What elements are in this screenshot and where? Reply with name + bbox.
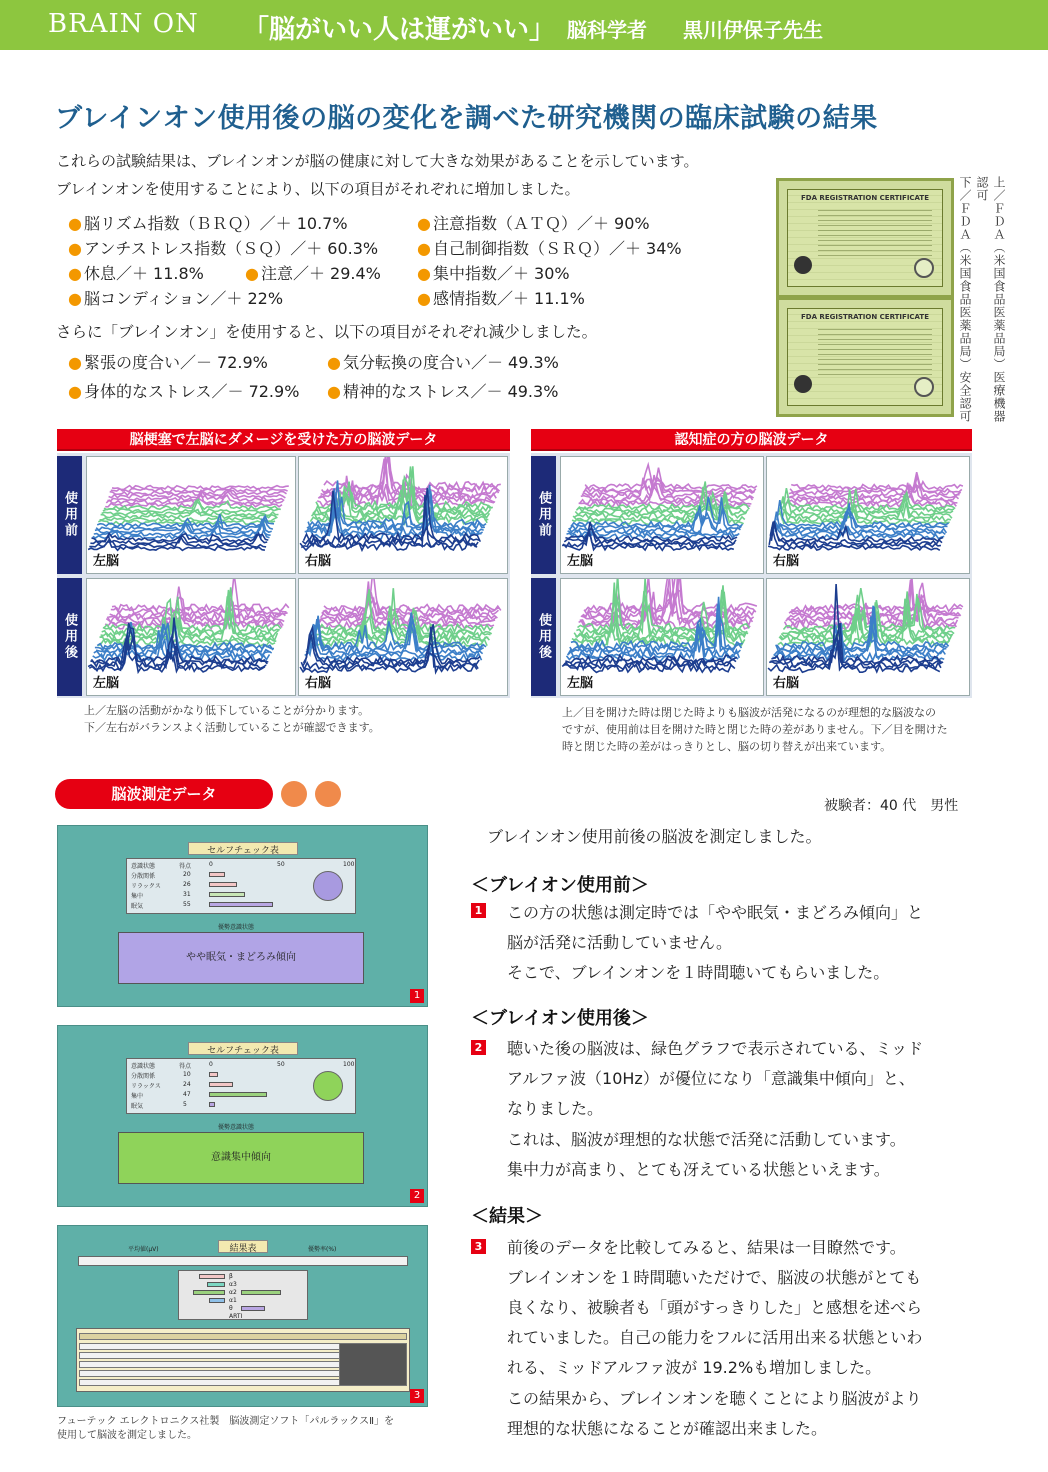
avg-label: 平均値(μV): [128, 1246, 159, 1253]
before-tag: 使用前: [531, 456, 556, 574]
software-screenshot-3: [57, 1225, 428, 1407]
eeg-right-caption-1: 上／目を開けた時は閉じた時よりも脳波が活発になるのが理想的な脳波なの: [562, 706, 936, 719]
scale-label: 50: [277, 861, 285, 868]
certificate-title: FDA REGISTRATION CERTIFICATE: [800, 194, 929, 202]
paragraph-2-line: これは、脳波が理想的な状態で活発に活動しています。: [507, 1130, 906, 1149]
score-value: 5: [183, 1101, 187, 1108]
intro-line-2: ブレインオンを使用することにより、以下の項目がそれぞれに増加しました。: [56, 180, 580, 198]
plot-label: 右脳: [305, 554, 332, 569]
decrease-item: ● 緊張の度合い／－ 72.9%: [68, 350, 268, 373]
band-bar: [199, 1274, 225, 1279]
row-label: 分散関係: [131, 873, 156, 880]
grid-header: [79, 1333, 407, 1340]
header-band: [0, 0, 1048, 50]
plot-label: 右脳: [773, 676, 800, 691]
header-title: 「脳がいい人は運がいい」: [243, 15, 556, 45]
result-table-title: 結果表: [218, 1240, 268, 1253]
scale-strip: [78, 1256, 408, 1266]
row-label: 意識状態: [131, 863, 156, 870]
scale-label: 50: [277, 1061, 285, 1068]
row-label: 眠気: [131, 903, 144, 910]
increase-item: ● 感情指数／＋ 11.1%: [417, 286, 585, 309]
emblem-icon: [914, 377, 934, 397]
eeg-left-panel: [57, 453, 510, 698]
row-label: 集中: [131, 893, 144, 900]
paragraph-1-line: この方の状態は測定時では「やや眠気・まどろみ傾向」と: [507, 903, 924, 922]
paragraph-3-line: ブレインオンを１時間聴いただけで、脳波の状態がとても: [507, 1268, 922, 1287]
neutral-face-icon: [313, 1071, 343, 1101]
state-label: 優勢意識状態: [218, 1124, 255, 1131]
step-number-2: 2: [471, 1040, 486, 1055]
grid-dark-cells: [339, 1343, 407, 1386]
emblem-icon: [914, 258, 934, 278]
section-title-pill: 脳波測定データ: [55, 779, 273, 809]
score-bar: [209, 1072, 218, 1077]
certificate-caption-top: 上／ＦＤＡ（米国食品医薬品局）医療機器認可: [975, 176, 1006, 423]
score-value: 10: [183, 1071, 191, 1078]
paragraph-3-line: 良くなり、被験者も「頭がすっきりした」と感想を述べら: [507, 1298, 923, 1317]
score-bar: [209, 902, 273, 907]
band-bar: [241, 1306, 265, 1311]
row-label: 集中: [131, 1093, 144, 1100]
plot-label: 右脳: [305, 676, 332, 691]
increase-item: ● 脳コンディション／＋ 22%: [68, 286, 283, 309]
paragraph-3-line: 理想的な状態になることが確認出来ました。: [507, 1419, 828, 1438]
row-label: リラックス: [131, 883, 161, 890]
increase-item: ● アンチストレス指数（ＳＱ）／＋ 60.3%: [68, 236, 378, 259]
heading-after: ＜ブレイオン使用後＞: [471, 1008, 649, 1029]
paragraph-2-line: アルファ波（10Hz）が優位になり「意識集中傾向」と、: [507, 1069, 915, 1088]
certificate-text-lines: [818, 208, 932, 256]
eeg-left-caption-2: 下／左右がバランスよく活動していることが確認できます。: [84, 721, 380, 734]
seal-icon: [794, 256, 812, 274]
after-tag: 使用後: [531, 578, 556, 696]
head-score: 得点: [179, 863, 192, 870]
band-bar: [241, 1290, 281, 1295]
plot-label: 左脳: [93, 676, 120, 691]
before-tag: 使用前: [57, 456, 82, 574]
band-label: θ: [229, 1305, 233, 1312]
band-bar: [193, 1290, 225, 1295]
plot-label: 左脳: [93, 554, 120, 569]
paragraph-2-line: 聴いた後の脳波は、緑色グラフで表示されている、ミッド: [507, 1039, 924, 1058]
score-bar: [209, 1102, 215, 1107]
self-check-title: セルフチェック表: [188, 842, 298, 855]
eeg-trace: [584, 468, 756, 493]
increase-item: ● 注意指数（ＡＴＱ）／＋ 90%: [417, 211, 650, 234]
eeg-right-caption-3: 時と閉じた時の差がはっきりとし、脳の切り替えが出来ています。: [562, 740, 892, 753]
decrease-item: ● 精神的なストレス／－ 49.3%: [327, 379, 558, 402]
eeg-left-title: 脳梗塞で左脳にダメージを受けた方の脳波データ: [57, 429, 510, 451]
scale-label: 0: [209, 1061, 213, 1068]
paragraph-1-line: 脳が活発に活動していません。: [507, 933, 732, 952]
screenshot-number: 2: [410, 1189, 424, 1203]
band-bar: [207, 1282, 225, 1287]
eeg-plot-left-after: [86, 578, 296, 696]
plot-label: 左脳: [567, 676, 594, 691]
score-value: 55: [183, 901, 191, 908]
score-value: 20: [183, 871, 191, 878]
score-bar: [209, 1092, 267, 1097]
step-number-1: 1: [471, 903, 486, 918]
score-value: 47: [183, 1091, 191, 1098]
measured-text: ブレインオン使用前後の脳波を測定しました。: [487, 827, 822, 846]
eeg-left-caption-1: 上／左脳の活動がかなり低下していることが分かります。: [84, 704, 370, 717]
decorative-dot-icon: [315, 781, 341, 807]
score-bar: [209, 872, 225, 877]
header-name: 黒川伊保子先生: [683, 18, 823, 42]
intro-line-1: これらの試験結果は、ブレインオンが脳の健康に対して大きな効果があることを示しています。: [56, 152, 699, 170]
eeg-plot-right-after: [298, 578, 508, 696]
band-label: β: [229, 1273, 233, 1280]
subject-info: 被験者：40 代 男性: [824, 798, 959, 814]
page-headline: ブレインオン使用後の脳の変化を調べた研究機関の臨床試験の結果: [55, 103, 878, 134]
increase-item: ● 脳リズム指数（ＢＲＱ）／＋ 10.7%: [68, 211, 348, 234]
eeg-plot-right-before: [766, 456, 970, 574]
software-screenshot-1: [57, 825, 428, 1007]
score-value: 26: [183, 881, 191, 888]
footnote-line-1: フューテック エレクトロニクス社製 脳波測定ソフト「パルラックスⅡ」を: [57, 1416, 395, 1427]
eeg-plot-left-after: [560, 578, 764, 696]
band-label: α2: [229, 1289, 237, 1296]
paragraph-2-line: 集中力が高まり、とても冴えている状態といえます。: [507, 1160, 890, 1179]
after-tag: 使用後: [57, 578, 82, 696]
scale-label: 0: [209, 861, 213, 868]
result-grid: [76, 1328, 410, 1392]
sleepy-face-icon: [313, 871, 343, 901]
ratio-label: 優勢率(%): [308, 1246, 337, 1253]
brand-title: BRAIN ON: [48, 9, 199, 39]
eeg-plot-left-before: [86, 456, 296, 574]
plot-label: 左脳: [567, 554, 594, 569]
row-label: 意識状態: [131, 1063, 156, 1070]
certificate-title: FDA REGISTRATION CERTIFICATE: [800, 313, 929, 321]
eeg-right-panel: [531, 453, 972, 698]
eeg-trace: [791, 476, 963, 489]
step-number-3: 3: [471, 1239, 486, 1254]
score-bar: [209, 892, 245, 897]
footnote-line-2: 使用して脳波を測定しました。: [57, 1430, 197, 1441]
header-role: 脳科学者: [567, 18, 647, 42]
eeg-trace: [324, 592, 501, 611]
fda-certificate-image: [776, 297, 954, 417]
screenshot-number: 3: [410, 1389, 424, 1403]
band-label: ARTI: [229, 1313, 243, 1320]
decrease-lead: さらに「ブレインオン」を使用すると、以下の項目がそれぞれ減少しました。: [56, 323, 598, 341]
paragraph-3-line: この結果から、ブレインオンを聴くことにより脳波がより: [507, 1389, 922, 1408]
seal-icon: [794, 375, 812, 393]
software-screenshot-2: [57, 1025, 428, 1207]
increase-item: ● 休息／＋ 11.8%: [68, 261, 204, 284]
head-score: 得点: [179, 1063, 192, 1070]
eeg-trace: [585, 465, 757, 489]
eeg-plot-left-before: [560, 456, 764, 574]
score-bar: [209, 1082, 233, 1087]
increase-item: ● 自己制御指数（ＳＲＱ）／＋ 34%: [417, 236, 682, 259]
score-value: 24: [183, 1081, 191, 1088]
eeg-right-title: 認知症の方の脳波データ: [531, 429, 972, 451]
increase-item: ● 注意／＋ 29.4%: [245, 261, 381, 284]
certificate-text-lines: [818, 327, 932, 375]
paragraph-3-line: れていました。自己の能力をフルに活用出来る状態といわ: [507, 1328, 923, 1347]
paragraph-3-line: れる、ミッドアルファ波が 19.2%も増加しました。: [507, 1358, 882, 1377]
band-bar: [209, 1298, 225, 1303]
heading-before: ＜ブレイオン使用前＞: [471, 875, 649, 896]
paragraph-2-line: なりました。: [507, 1099, 604, 1118]
row-label: 眠気: [131, 1103, 144, 1110]
decrease-item: ● 気分転換の度合い／－ 49.3%: [327, 350, 559, 373]
eeg-plot-right-after: [766, 578, 970, 696]
certificate-caption-bottom: 下／ＦＤＡ（米国食品医薬品局）安全認可: [958, 176, 972, 423]
band-label: α1: [229, 1297, 237, 1304]
scale-label: 100: [343, 1061, 355, 1068]
score-value: 31: [183, 891, 191, 898]
score-bar: [209, 882, 237, 887]
state-box: やや眠気・まどろみ傾向: [118, 932, 364, 984]
fda-certificate-image: [776, 178, 954, 298]
screenshot-number: 1: [410, 989, 424, 1003]
state-box: 意識集中傾向: [118, 1132, 364, 1184]
paragraph-1-line: そこで、ブレインオンを１時間聴いてもらいました。: [507, 963, 890, 982]
state-label: 優勢意識状態: [218, 924, 255, 931]
band-label: α3: [229, 1281, 237, 1288]
plot-label: 右脳: [773, 554, 800, 569]
decrease-item: ● 身体的なストレス／－ 72.9%: [68, 379, 299, 402]
increase-item: ● 集中指数／＋ 30%: [417, 261, 570, 284]
row-label: リラックス: [131, 1083, 161, 1090]
band-chart: [178, 1270, 308, 1320]
decorative-dot-icon: [281, 781, 307, 807]
heading-result: ＜結果＞: [471, 1206, 543, 1227]
paragraph-3-line: 前後のデータを比較してみると、結果は一目瞭然です。: [507, 1238, 906, 1257]
eeg-plot-right-before: [298, 456, 508, 574]
eeg-trace: [112, 486, 289, 490]
self-check-title: セルフチェック表: [188, 1042, 298, 1055]
row-label: 分散関係: [131, 1073, 156, 1080]
eeg-right-caption-2: ですが、使用前は目を開けた時と閉じた時の差がありません。下／目を開けた: [562, 723, 948, 736]
scale-label: 100: [343, 861, 355, 868]
